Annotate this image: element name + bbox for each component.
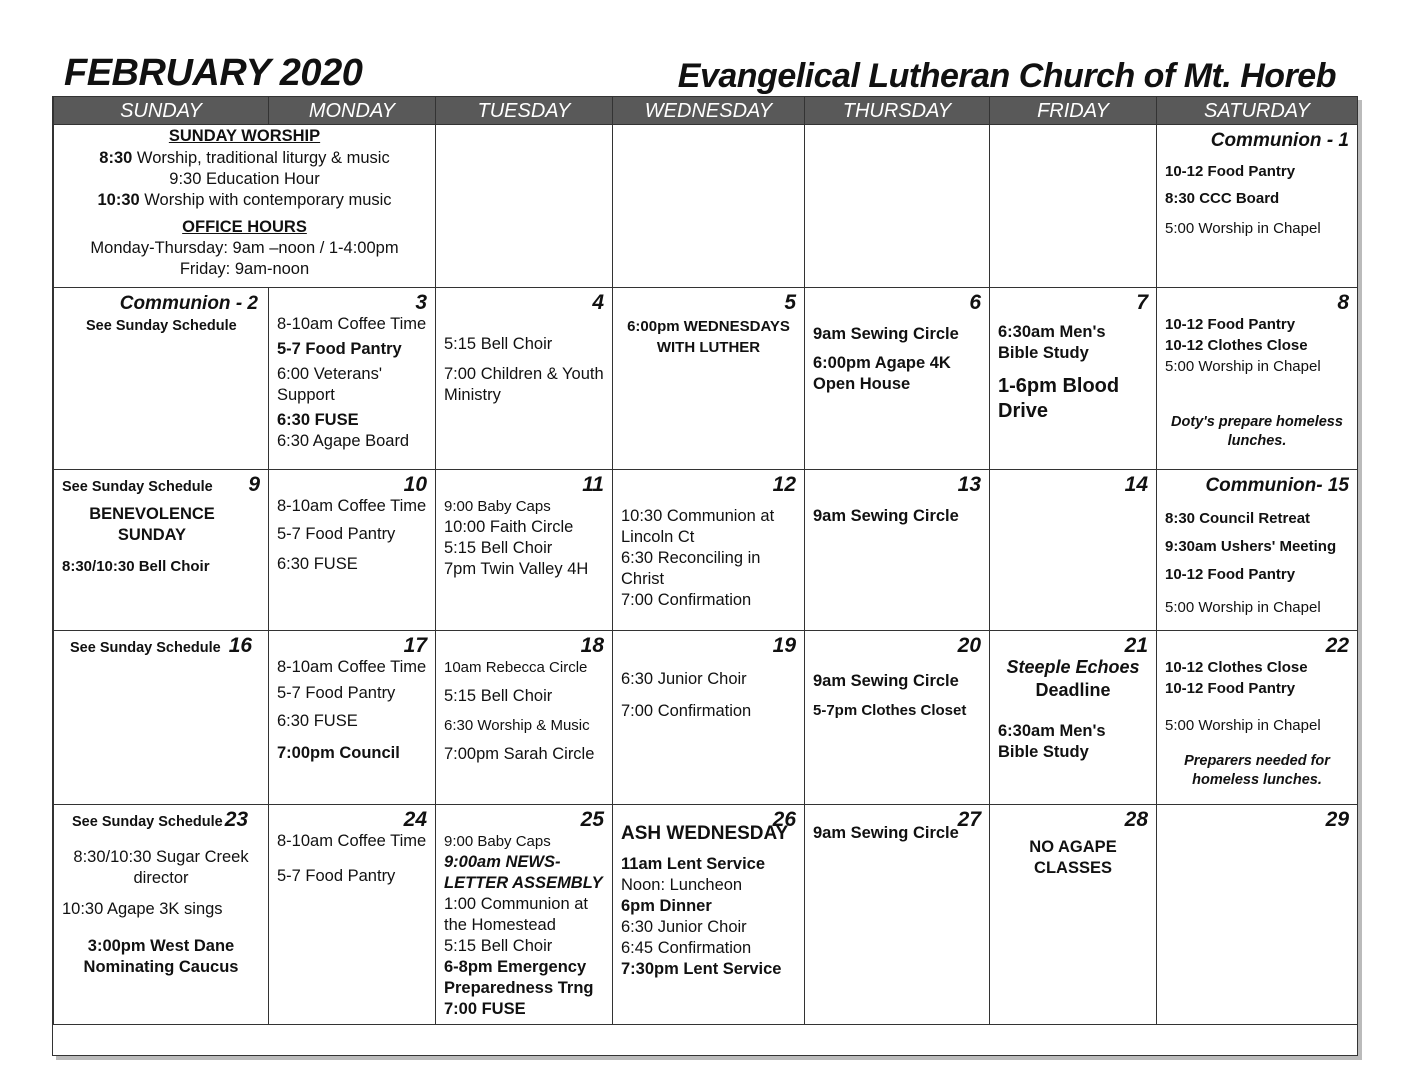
event: 7:00 Children & Youth Ministry (444, 365, 604, 404)
day-cell-23 (54, 805, 269, 1025)
event: 7pm Twin Valley 4H (444, 560, 589, 578)
event: 5:15 Bell Choir (444, 687, 553, 705)
event: 6:30am Men's Bible Study (998, 722, 1106, 761)
weekday-header-row (54, 97, 1358, 125)
event: BENEVOLENCE SUNDAY (89, 505, 215, 544)
day-cell-empty (613, 125, 805, 288)
event: 7:30pm Lent Service (621, 960, 782, 978)
event: 7:00pm Sarah Circle (444, 745, 595, 763)
day-number: 23 (224, 808, 249, 831)
day-cell-empty (805, 125, 990, 288)
day-cell-29 (1157, 805, 1358, 1025)
event: See Sunday Schedule (86, 318, 237, 334)
day-number: 27 (957, 808, 981, 831)
event: NO AGAPE CLASSES (1029, 838, 1117, 877)
event: Steeple Echoes (1006, 657, 1140, 677)
day-cell-4 (436, 288, 613, 470)
day-number: 14 (1124, 473, 1148, 496)
day-cell-27 (805, 805, 990, 1025)
event: 6:00 Veterans' Support (277, 365, 382, 404)
event: 7:00 Confirmation (621, 591, 752, 609)
weekday-tuesday: TUESDAY (436, 97, 613, 125)
weekday-saturday: SATURDAY (1157, 97, 1358, 125)
event: 6:30 Agape Board (277, 432, 410, 450)
event: 6:45 Confirmation (621, 939, 752, 957)
weekday-monday: MONDAY (269, 97, 436, 125)
event: 6:00pm WEDNESDAYS WITH LUTHER (627, 318, 790, 356)
weekday-friday: FRIDAY (990, 97, 1157, 125)
day-number: 18 (580, 634, 604, 657)
event: 5:00 Worship in Chapel (1165, 717, 1321, 734)
day-number: 24 (403, 808, 427, 831)
worship-heading: SUNDAY WORSHIP (168, 127, 321, 145)
event: Noon: Luncheon (621, 876, 743, 894)
event: Deadline (1035, 680, 1111, 700)
event: 6pm Dinner (621, 897, 712, 915)
day-number: 26 (772, 808, 796, 831)
event: 6:30 FUSE (277, 555, 358, 573)
event: 6:30am Men's Bible Study (998, 323, 1106, 362)
day-number: 29 (1325, 808, 1349, 831)
event: 5:15 Bell Choir (444, 937, 553, 955)
day-cell-10 (269, 470, 436, 631)
day-number: 21 (1124, 634, 1148, 657)
weekday-thursday: THURSDAY (805, 97, 990, 125)
day-number: 6 (969, 291, 981, 314)
event: 10-12 Food Pantry (1165, 316, 1296, 333)
event: 8:30/10:30 Sugar Creek director (73, 848, 249, 887)
day-cell-9 (54, 470, 269, 631)
event: 1-6pm Blood Drive (998, 375, 1120, 422)
event: 8-10am Coffee Time (277, 315, 427, 333)
day-number: 7 (1136, 291, 1148, 314)
day-cell-3 (269, 288, 436, 470)
week-row (54, 631, 1358, 805)
event: 6:30 Reconciling in Christ (621, 549, 761, 588)
day-cell-14 (990, 470, 1157, 631)
day-heading: See Sunday Schedule 9 (62, 473, 260, 496)
day-cell-15 (1157, 470, 1358, 631)
worship-line-1: 8:30 Worship, traditional liturgy & music (99, 149, 390, 167)
event: 10-12 Clothes Close (1165, 337, 1308, 354)
weekday-sunday: SUNDAY (54, 97, 269, 125)
office-hours-heading: OFFICE HOURS (182, 218, 307, 236)
event: 10:30 Agape 3K sings (62, 900, 223, 918)
day-cell-19 (613, 631, 805, 805)
event: 10-12 Food Pantry (1165, 680, 1296, 697)
day-number: 17 (403, 634, 427, 657)
event: 5:15 Bell Choir (444, 335, 553, 353)
day-cell-21 (990, 631, 1157, 805)
event: 7:00pm Council (277, 744, 400, 762)
event: 9am Sewing Circle (813, 672, 959, 690)
day-cell-11 (436, 470, 613, 631)
event: 7:00 Confirmation (621, 702, 752, 720)
worship-line-3: 10:30 Worship with contemporary music (97, 191, 392, 209)
event: 11am Lent Service (621, 855, 766, 873)
day-cell-18 (436, 631, 613, 805)
day-cell-28 (990, 805, 1157, 1025)
event: 9am Sewing Circle (813, 325, 959, 343)
event-note: Doty's prepare homeless lunches. (1171, 414, 1343, 449)
day-heading: Communion - 2 (119, 293, 258, 314)
day-number: 13 (957, 473, 981, 496)
info-block (54, 125, 436, 288)
event: 9:00am NEWS-LETTER ASSEMBLY (444, 853, 603, 892)
week-row (54, 470, 1358, 631)
day-cell-8 (1157, 288, 1358, 470)
week-row (54, 805, 1358, 1025)
day-number: 5 (784, 291, 796, 314)
event: ASH WEDNESDAY (621, 823, 789, 844)
event: 8:30 Council Retreat (1165, 510, 1311, 527)
event: 9:30am Ushers' Meeting (1165, 538, 1337, 555)
event: 5-7pm Clothes Closet (813, 702, 967, 719)
event: 10-12 Food Pantry (1165, 566, 1296, 583)
day-cell-5 (613, 288, 805, 470)
day-heading: See Sunday Schedule 16 (70, 634, 253, 657)
day-cell-20 (805, 631, 990, 805)
event: 5:00 Worship in Chapel (1165, 220, 1321, 237)
day-cell-6 (805, 288, 990, 470)
day-cell-2 (54, 288, 269, 470)
event: 8:30 CCC Board (1165, 190, 1280, 207)
day-number: 11 (582, 473, 604, 496)
day-number: 12 (772, 473, 796, 496)
day-cell-7 (990, 288, 1157, 470)
event: 9:00 Baby Caps (444, 833, 551, 850)
event: 3:00pm West Dane Nominating Caucus (83, 937, 239, 976)
weekday-wednesday: WEDNESDAY (613, 97, 805, 125)
day-heading: Communion - 1 (1210, 130, 1349, 151)
event: 9am Sewing Circle (813, 507, 959, 525)
event: 6:00pm Agape 4K Open House (813, 354, 951, 393)
day-cell-12 (613, 470, 805, 631)
week-row (54, 125, 1358, 288)
event: 8:30/10:30 Bell Choir (62, 558, 210, 575)
event: 9:00 Baby Caps (444, 498, 551, 515)
office-hours-line-1: Monday-Thursday: 9am –noon / 1-4:00pm (90, 239, 399, 257)
event: 5:00 Worship in Chapel (1165, 599, 1321, 616)
day-number: 25 (580, 808, 604, 831)
event: 10-12 Food Pantry (1165, 163, 1296, 180)
event: 6:30 Worship & Music (444, 717, 590, 734)
event: 5-7 Food Pantry (277, 684, 396, 702)
event: 10:00 Faith Circle (444, 518, 574, 536)
event: 9am Sewing Circle (813, 824, 959, 842)
event: 8-10am Coffee Time (277, 658, 427, 676)
day-cell-25 (436, 805, 613, 1025)
day-number: 28 (1124, 808, 1148, 831)
day-number: 19 (772, 634, 796, 657)
event: 5:15 Bell Choir (444, 539, 553, 557)
event: 5-7 Food Pantry (277, 525, 396, 543)
day-cell-empty (436, 125, 613, 288)
event: 7:00 FUSE (444, 1000, 526, 1018)
day-number: 20 (957, 634, 981, 657)
event: 10-12 Clothes Close (1165, 659, 1308, 676)
event: 6:30 FUSE (277, 712, 358, 730)
day-heading: Communion- 15 (1205, 475, 1349, 496)
day-number: 3 (415, 291, 427, 314)
event: 6:30 Junior Choir (621, 670, 747, 688)
month-title: FEBRUARY 2020 (64, 52, 363, 94)
event: 1:00 Communion at the Homestead (444, 895, 588, 934)
event: 5-7 Food Pantry (277, 867, 396, 885)
office-hours-line-2: Friday: 9am-noon (179, 260, 310, 278)
event: 8-10am Coffee Time (277, 832, 427, 850)
day-number: 4 (592, 291, 604, 314)
event: 6:30 FUSE (277, 411, 359, 429)
day-cell-17 (269, 631, 436, 805)
event: 5-7 Food Pantry (277, 340, 402, 358)
day-number: 22 (1325, 634, 1349, 657)
worship-line-2: 9:30 Education Hour (169, 170, 320, 188)
event: 10:30 Communion at Lincoln Ct (621, 507, 775, 546)
event: 10am Rebecca Circle (444, 659, 588, 676)
week-row (54, 288, 1358, 470)
event: 6-8pm Emergency Preparedness Trng (444, 958, 594, 997)
day-cell-16 (54, 631, 269, 805)
event: 8-10am Coffee Time (277, 497, 427, 515)
day-cell-13 (805, 470, 990, 631)
day-number: 16 (228, 634, 253, 657)
event-note: Preparers needed for homeless lunches. (1184, 753, 1330, 788)
day-number: 8 (1337, 291, 1349, 314)
event: 5:00 Worship in Chapel (1165, 358, 1321, 375)
day-number: 9 (248, 473, 260, 496)
day-heading: See Sunday Schedule 23 (72, 808, 249, 831)
day-cell-22 (1157, 631, 1358, 805)
calendar-frame (52, 96, 1358, 1056)
calendar-grid (53, 97, 1358, 1025)
church-name: Evangelical Lutheran Church of Mt. Horeb (677, 57, 1336, 95)
day-cell-1 (1157, 125, 1358, 288)
day-cell-24 (269, 805, 436, 1025)
day-number: 10 (403, 473, 427, 496)
day-cell-26 (613, 805, 805, 1025)
day-cell-empty (990, 125, 1157, 288)
event: 6:30 Junior Choir (621, 918, 747, 936)
